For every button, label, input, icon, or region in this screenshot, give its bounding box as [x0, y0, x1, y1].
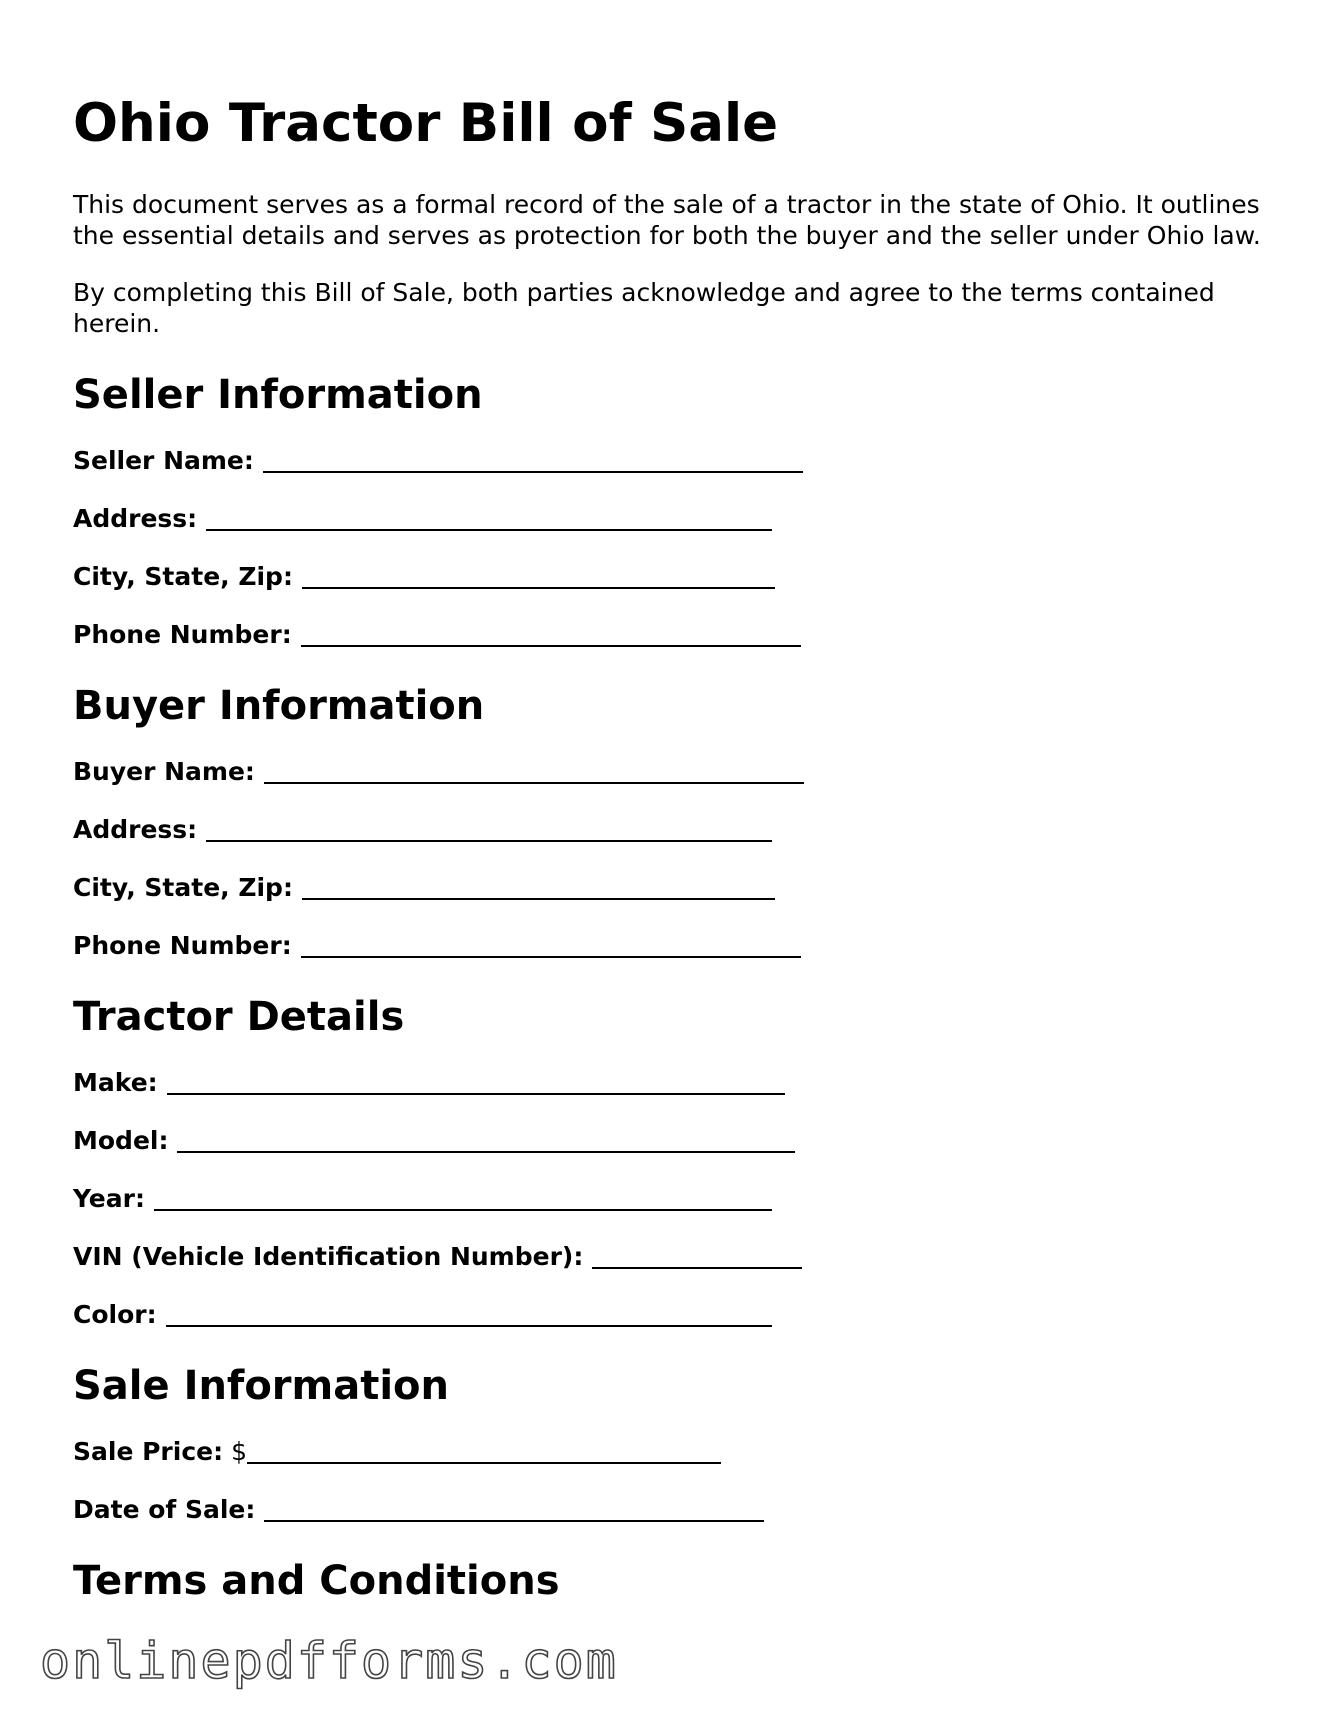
sale-date-input-line[interactable]	[264, 1496, 764, 1522]
tractor-model-label: Model:	[73, 1126, 169, 1155]
seller-city-field	[73, 560, 1273, 593]
buyer-city-field	[73, 871, 1273, 904]
seller-address-label: Address:	[73, 504, 198, 533]
buyer-city-input-line[interactable]	[302, 874, 775, 900]
tractor-vin-input-line[interactable]	[592, 1243, 802, 1269]
tractor-color-input-line[interactable]	[166, 1301, 772, 1327]
buyer-city-label: City, State, Zip:	[73, 873, 293, 902]
buyer-address-field	[73, 813, 1273, 846]
sale-price-field	[73, 1435, 1273, 1468]
seller-name-input-line[interactable]	[263, 447, 803, 473]
tractor-model-field	[73, 1124, 1273, 1157]
buyer-phone-label: Phone Number:	[73, 931, 292, 960]
tractor-color-field	[73, 1298, 1273, 1331]
seller-section-heading: Seller Information	[73, 372, 483, 418]
tractor-vin-field	[73, 1240, 1273, 1273]
buyer-phone-field	[73, 929, 1273, 962]
intro-paragraph-1: This document serves as a formal record of the sale of a tractor in the state of Ohio. It outlines the essential details and serves as protection for both the buyer and the seller under Ohio law.	[73, 190, 1261, 250]
seller-phone-input-line[interactable]	[301, 621, 801, 647]
buyer-phone-input-line[interactable]	[301, 932, 801, 958]
watermark-logo: onlinepdfforms.com	[40, 1632, 618, 1690]
tractor-make-label: Make:	[73, 1068, 158, 1097]
sale-date-label: Date of Sale:	[73, 1495, 256, 1524]
sale-section-heading: Sale Information	[73, 1363, 449, 1409]
tractor-vin-label: VIN (Vehicle Identification Number):	[73, 1242, 584, 1271]
buyer-address-label: Address:	[73, 815, 198, 844]
seller-name-label: Seller Name:	[73, 446, 254, 475]
seller-phone-label: Phone Number:	[73, 620, 292, 649]
tractor-make-input-line[interactable]	[167, 1069, 785, 1095]
document-page	[73, 92, 1273, 1630]
tractor-section-heading: Tractor Details	[73, 994, 405, 1040]
sale-price-label: Sale Price:	[73, 1437, 224, 1466]
seller-address-field	[73, 502, 1273, 535]
page-title: Ohio Tractor Bill of Sale	[73, 93, 779, 154]
tractor-year-field	[73, 1182, 1273, 1215]
tractor-year-input-line[interactable]	[154, 1185, 772, 1211]
tractor-make-field	[73, 1066, 1273, 1099]
intro-paragraph-2: By completing this Bill of Sale, both parties acknowledge and agree to the terms contained herein.	[73, 278, 1215, 338]
sale-date-field	[73, 1493, 1273, 1526]
tractor-year-label: Year:	[73, 1184, 145, 1213]
buyer-name-input-line[interactable]	[264, 758, 804, 784]
buyer-name-field	[73, 755, 1273, 788]
seller-phone-field	[73, 618, 1273, 651]
seller-city-input-line[interactable]	[302, 563, 775, 589]
sale-price-input-line[interactable]	[247, 1438, 721, 1464]
tractor-model-input-line[interactable]	[177, 1127, 795, 1153]
seller-name-field	[73, 444, 1273, 477]
seller-address-input-line[interactable]	[206, 505, 772, 531]
buyer-address-input-line[interactable]	[206, 816, 772, 842]
buyer-section-heading: Buyer Information	[73, 683, 485, 729]
buyer-name-label: Buyer Name:	[73, 757, 255, 786]
terms-section-heading: Terms and Conditions	[73, 1558, 560, 1604]
currency-prefix: $	[231, 1437, 248, 1466]
seller-city-label: City, State, Zip:	[73, 562, 293, 591]
tractor-color-label: Color:	[73, 1300, 157, 1329]
